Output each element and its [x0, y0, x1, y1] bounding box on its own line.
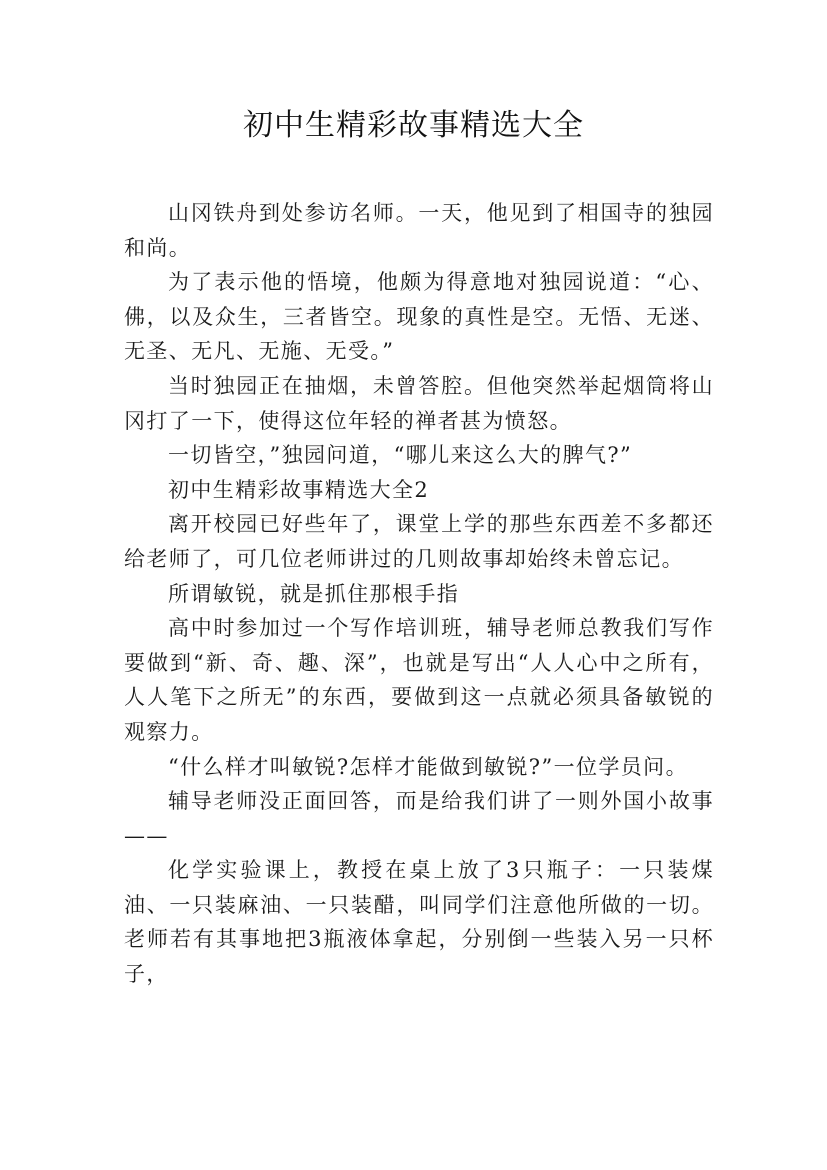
paragraph: “什么样才叫敏锐?怎样才能做到敏锐?”一位学员问。 [168, 754, 688, 779]
subsection-heading: 所谓敏锐，就是抓住那根手指 [168, 581, 460, 606]
paragraph: 高中时参加过一个写作培训班，辅导老师总教我们写作要做到“新、奇、趣、深”，也就是写出“人人心中之所有，人人笔下之所无”的东西，要做到这一点就必须具备敏锐的观察力。 [124, 616, 714, 744]
paragraph: 为了表示他的悟境，他颇为得意地对独园说道：“心、佛，以及众生，三者皆空。现象的真性是空。无悟、无迷、无圣、无凡、无施、无受。” [124, 270, 714, 364]
section-heading: 初中生精彩故事精选大全2 [168, 477, 430, 502]
document-title: 初中生精彩故事精选大全 [243, 108, 584, 143]
paragraph: 山冈铁舟到处参访名师。一天，他见到了相国寺的独园和尚。 [124, 201, 714, 260]
paragraph: 化学实验课上，教授在桌上放了3只瓶子：一只装煤油、一只装麻油、一只装醋，叫同学们注意他所做的一切。老师若有其事地把3瓶液体拿起，分别倒一些装入另一只杯子， [124, 858, 714, 987]
paragraph: 一切皆空，”独园问道，“哪儿来这么大的脾气?” [168, 443, 633, 468]
paragraph: 离开校园已好些年了，课堂上学的那些东西差不多都还给老师了，可几位老师讲过的几则故事却始终未曾忘记。 [124, 512, 714, 571]
paragraph: 辅导老师没正面回答，而是给我们讲了一则外国小故事—— [124, 789, 714, 848]
paragraph: 当时独园正在抽烟，未曾答腔。但他突然举起烟筒将山冈打了一下，使得这位年轻的禅者甚为愤怒。 [124, 373, 714, 433]
document-body [124, 196, 714, 992]
